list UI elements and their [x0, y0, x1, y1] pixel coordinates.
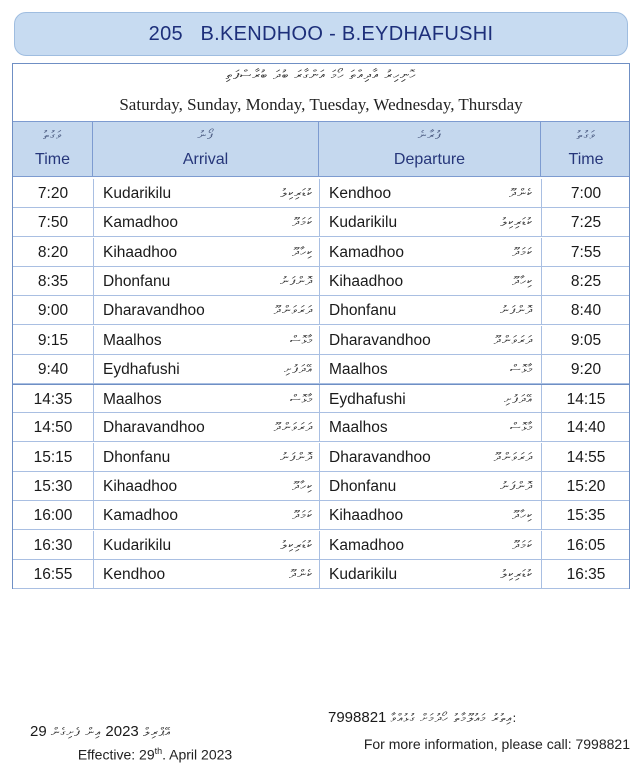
- table-row: [13, 413, 629, 442]
- effective-dv-month: އޭޕްރިލް: [142, 725, 172, 739]
- arrival-time-cell: 14:50: [33, 419, 73, 437]
- effective-day-suffix: th: [154, 746, 163, 756]
- header-arrival: [93, 122, 319, 176]
- effective-dv-suffix: އިން ފެށިގެން: [50, 725, 102, 739]
- header-departure-dv: ފުރާނެ: [417, 128, 442, 142]
- column-divider: [541, 443, 542, 471]
- effective-day: 29: [139, 746, 155, 763]
- effective-date-block: [30, 723, 280, 763]
- contact-phone: 7998821: [328, 709, 387, 726]
- column-divider: [319, 296, 320, 324]
- contact-info-dv: އިތުރު މައުލޫމާތު ހޯދުމަށް ގުޅުއްވާ:: [390, 711, 518, 725]
- table-row: [13, 355, 629, 384]
- column-divider: [93, 238, 94, 266]
- column-divider: [319, 208, 320, 236]
- table-row: [13, 296, 629, 325]
- column-divider: [319, 472, 320, 500]
- header-arrival-time-dv: ވަގުތު: [43, 128, 62, 142]
- departure-island-dv-cell: ދޮންފަނު: [500, 479, 533, 493]
- arrival-island-cell: Kamadhoo: [103, 214, 178, 232]
- table-row: [13, 267, 629, 296]
- departure-time-cell: 14:40: [566, 419, 606, 437]
- arrival-island-cell: Kamadhoo: [103, 507, 178, 525]
- route-number: 205: [148, 22, 183, 45]
- arrival-island-dv-cell: ކަމަދޫ: [292, 508, 313, 523]
- departure-island-cell: Dhonfanu: [329, 478, 397, 495]
- column-divider: [541, 296, 542, 324]
- route-name: B.KENDHOO - B.EYDHAFUSHI: [200, 22, 494, 45]
- departure-time-cell: 15:20: [566, 478, 606, 495]
- table-row: [13, 531, 629, 560]
- contact-info-dhivehi: [300, 709, 630, 726]
- departure-time-cell: 14:55: [566, 448, 606, 466]
- table-row: [13, 472, 629, 501]
- table-row: [13, 326, 629, 355]
- arrival-island-cell: Kudarikilu: [103, 536, 172, 554]
- contact-info-block: [300, 709, 630, 752]
- departure-island-dv-cell: ކިހާދޫ: [512, 273, 533, 288]
- column-divider: [93, 501, 94, 529]
- header-arrival-time: [13, 122, 93, 176]
- departure-island-dv-cell: ކިހާދޫ: [512, 508, 533, 523]
- effective-dv-day: 29: [30, 723, 47, 740]
- effective-month-year: . April 2023: [162, 746, 233, 763]
- column-divider: [93, 531, 94, 559]
- departure-island-dv-cell: އޭދަފުށި: [504, 392, 533, 407]
- effective-dv-year: 2023: [105, 723, 139, 740]
- column-divider: [93, 208, 94, 236]
- arrival-island-dv-cell: ކެންދޫ: [289, 566, 313, 581]
- arrival-island-dv-cell: ދޮންފަނު: [280, 449, 313, 464]
- table-row: [13, 208, 629, 237]
- header-departure-time-dv: ވަގުތު: [576, 128, 596, 142]
- arrival-island-dv-cell: އޭދަފުށި: [284, 361, 313, 376]
- arrival-time-cell: 7:20: [37, 185, 69, 202]
- column-divider: [319, 355, 320, 383]
- column-divider: [541, 267, 542, 295]
- column-divider: [319, 501, 320, 529]
- arrival-island-cell: Kihaadhoo: [103, 478, 178, 495]
- column-divider: [541, 208, 542, 236]
- column-divider: [319, 179, 320, 207]
- departure-time-cell: 16:35: [566, 565, 606, 583]
- arrival-island-dv-cell: ކުޑަރިކިލު: [280, 186, 313, 200]
- header-departure-time: [541, 122, 631, 176]
- arrival-island-cell: Dhonfanu: [103, 272, 171, 290]
- timetable: [12, 63, 630, 589]
- departure-island-cell: Maalhos: [329, 360, 388, 378]
- departure-island-cell: Kihaadhoo: [329, 507, 404, 525]
- table-row: [13, 443, 629, 472]
- header-arrival-dv: ފޯނު: [197, 128, 214, 142]
- arrival-island-dv-cell: ކަމަދޫ: [292, 215, 313, 230]
- arrival-island-cell: Dharavandhoo: [103, 302, 205, 320]
- table-header: [13, 121, 629, 177]
- arrival-island-cell: Maalhos: [103, 391, 162, 409]
- table-row: [13, 384, 629, 413]
- departure-time-cell: 7:00: [570, 185, 602, 202]
- departure-island-cell: Eydhafushi: [329, 391, 406, 409]
- arrival-island-dv-cell: ދަރަވަންދޫ: [273, 420, 313, 435]
- table-row: [13, 238, 629, 267]
- arrival-time-cell: 16:00: [33, 507, 73, 525]
- column-divider: [541, 355, 542, 383]
- column-divider: [319, 238, 320, 266]
- arrival-island-cell: Dhonfanu: [103, 448, 171, 466]
- column-divider: [93, 179, 94, 207]
- column-divider: [319, 531, 320, 559]
- departure-time-cell: 14:15: [566, 391, 606, 409]
- column-divider: [319, 326, 320, 354]
- departure-island-dv-cell: ކެންދޫ: [509, 186, 533, 200]
- departure-island-cell: Dharavandhoo: [329, 331, 431, 349]
- table-row: [13, 179, 629, 208]
- departure-time-cell: 8:40: [570, 302, 602, 320]
- column-divider: [319, 267, 320, 295]
- arrival-island-dv-cell: ކިހާދޫ: [292, 244, 313, 259]
- departure-island-dv-cell: ކުޑަރިކިލު: [500, 566, 533, 581]
- column-divider: [93, 385, 94, 412]
- departure-time-cell: 15:35: [566, 507, 606, 525]
- column-divider: [319, 413, 320, 441]
- arrival-island-dv-cell: މާޅޮސް: [290, 392, 313, 407]
- header-departure-time-label: Time: [568, 151, 604, 168]
- arrival-island-dv-cell: ދަރަވަންދޫ: [273, 303, 313, 318]
- departure-time-cell: 7:55: [570, 243, 602, 261]
- departure-time-cell: 7:25: [570, 214, 602, 232]
- table-row: [13, 560, 629, 589]
- operating-days-english: Saturday, Sunday, Monday, Tuesday, Wednesday, Thursday: [119, 95, 523, 114]
- column-divider: [541, 238, 542, 266]
- column-divider: [541, 531, 542, 559]
- departure-island-dv-cell: ކަމަދޫ: [512, 244, 533, 259]
- departure-island-dv-cell: މާޅޮސް: [510, 420, 533, 435]
- arrival-time-cell: 7:50: [37, 214, 69, 232]
- departure-time-cell: 9:20: [570, 360, 602, 378]
- arrival-time-cell: 16:55: [33, 565, 73, 583]
- header-arrival-time-label: Time: [35, 151, 70, 168]
- arrival-island-cell: Maalhos: [103, 331, 162, 349]
- column-divider: [541, 385, 542, 412]
- contact-info-english: For more information, please call: 7998821: [363, 736, 630, 752]
- departure-island-dv-cell: ކަމަދޫ: [512, 537, 533, 552]
- departure-island-cell: Kendhoo: [329, 185, 392, 202]
- column-divider: [319, 560, 320, 588]
- column-divider: [541, 413, 542, 441]
- column-divider: [541, 472, 542, 500]
- column-divider: [93, 443, 94, 471]
- departure-time-cell: 9:05: [570, 331, 602, 349]
- departure-island-cell: Dhonfanu: [329, 302, 397, 320]
- departure-island-dv-cell: މާޅޮސް: [510, 361, 533, 376]
- arrival-island-dv-cell: ކިހާދޫ: [292, 479, 313, 493]
- departure-island-dv-cell: ކުޑަރިކިލު: [500, 215, 533, 230]
- departure-island-cell: Kudarikilu: [329, 565, 398, 583]
- departure-time-cell: 8:25: [570, 272, 602, 290]
- arrival-time-cell: 15:30: [33, 478, 73, 495]
- effective-label: Effective:: [77, 746, 136, 763]
- arrival-time-cell: 8:35: [37, 272, 69, 290]
- effective-date-dhivehi: [30, 723, 280, 740]
- column-divider: [319, 385, 320, 412]
- arrival-time-cell: 16:30: [33, 536, 73, 554]
- effective-date-english: [30, 746, 280, 763]
- arrival-time-cell: 9:00: [37, 302, 69, 320]
- column-divider: [93, 326, 94, 354]
- arrival-island-cell: Kihaadhoo: [103, 243, 178, 261]
- departure-island-dv-cell: ދަރަވަންދޫ: [493, 332, 533, 347]
- departure-island-cell: Maalhos: [329, 419, 388, 437]
- departure-island-cell: Kamadhoo: [329, 536, 404, 554]
- departure-island-cell: Dharavandhoo: [329, 448, 431, 466]
- departure-time-cell: 16:05: [566, 536, 606, 554]
- column-divider: [93, 560, 94, 588]
- arrival-time-cell: 14:35: [33, 391, 73, 409]
- table-row: [13, 501, 629, 530]
- column-divider: [93, 413, 94, 441]
- column-divider: [93, 267, 94, 295]
- operating-days-dhivehi: ހޮނިހިރު އާދިއްތަ ހޯމަ އަންގާރަ ބުދަ ބުރާސްފަތި: [225, 68, 417, 83]
- departure-island-cell: Kihaadhoo: [329, 272, 404, 290]
- operating-days: [13, 64, 629, 121]
- column-divider: [93, 472, 94, 500]
- arrival-island-dv-cell: މާޅޮސް: [290, 332, 313, 347]
- column-divider: [93, 296, 94, 324]
- arrival-island-cell: Kudarikilu: [103, 185, 172, 202]
- departure-island-dv-cell: ދަރަވަންދޫ: [493, 449, 533, 464]
- arrival-time-cell: 15:15: [33, 448, 73, 466]
- header-departure: [319, 122, 541, 176]
- departure-island-cell: Kamadhoo: [329, 243, 404, 261]
- arrival-island-cell: Eydhafushi: [103, 360, 180, 378]
- column-divider: [541, 501, 542, 529]
- arrival-time-cell: 9:15: [37, 331, 69, 349]
- arrival-time-cell: 9:40: [37, 360, 69, 378]
- departure-island-cell: Kudarikilu: [329, 214, 398, 232]
- header-arrival-label: Arrival: [182, 151, 229, 168]
- arrival-island-cell: Kendhoo: [103, 565, 166, 583]
- column-divider: [541, 560, 542, 588]
- arrival-island-cell: Dharavandhoo: [103, 419, 205, 437]
- header-departure-label: Departure: [393, 151, 466, 168]
- column-divider: [319, 443, 320, 471]
- arrival-island-dv-cell: ދޮންފަނު: [280, 273, 313, 288]
- route-title-bar: [14, 12, 628, 56]
- arrival-time-cell: 8:20: [37, 243, 69, 261]
- column-divider: [541, 326, 542, 354]
- column-divider: [93, 355, 94, 383]
- column-divider: [541, 179, 542, 207]
- arrival-island-dv-cell: ކުޑަރިކިލު: [280, 537, 313, 552]
- departure-island-dv-cell: ދޮންފަނު: [500, 303, 533, 318]
